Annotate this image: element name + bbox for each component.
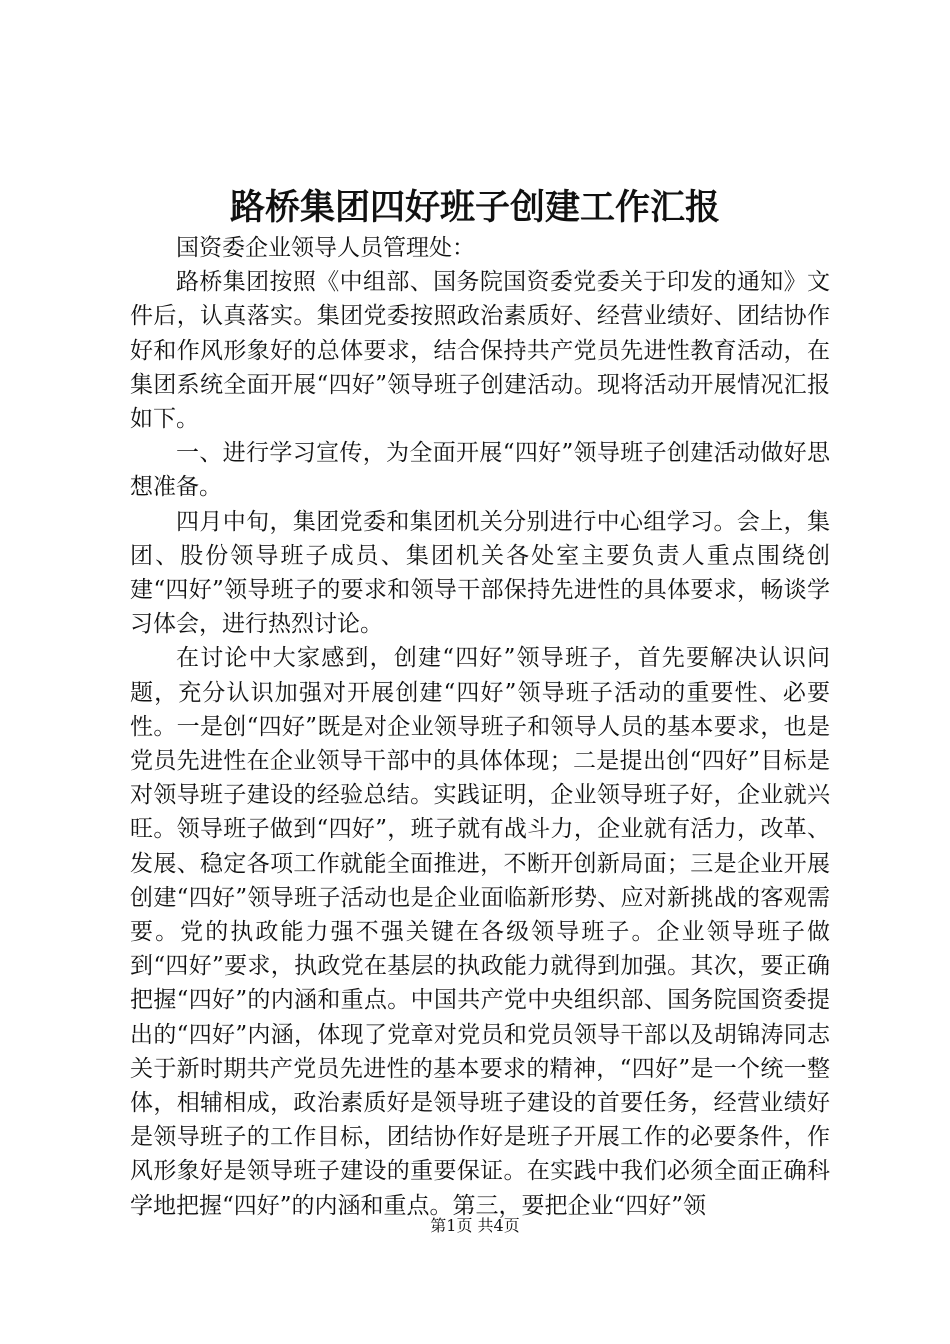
salutation-paragraph: 国资委企业领导人员管理处： <box>176 235 475 261</box>
section-heading-paragraph: 一、进行学习宣传，为全面开展“四好”领导班子创建活动做好思想准备。 <box>130 440 830 501</box>
study-paragraph: 四月中旬，集团党委和集团机关分别进行中心组学习。会上，集团、股份领导班子成员、集团机关各处室主要负责人重点围绕创建“四好”领导班子的要求和领导干部保持先进性的具体要求，畅谈学习体会，进行热烈讨论。 <box>130 508 830 638</box>
page-number-footer: 第1页 共4页 <box>430 1216 520 1235</box>
document-body <box>130 231 830 1223</box>
discussion-paragraph: 在讨论中大家感到，创建“四好”领导班子，首先要解决认识问题，充分认识加强对开展创建“四好”领导班子活动的重要性、必要性。一是创“四好”既是对企业领导班子和领导人员的基本要求，也是党员先进性在企业领导干部中的具体体现；二是提出创“四好”目标是对领导班子建设的经验总结。实践证明，企业领导班子好，企业就兴旺。领导班子做到“四好”，班子就有战斗力，企业就有活力，改革、发展、稳定各项工作就能全面推进，不断开创新局面；三是企业开展创建“四好”领导班子活动也是企业面临新形势、应对新挑战的客观需要。党的执政能力强不强关键在各级领导班子。企业领导班子做到“四好”要求，执政党在基层的执政能力就得到加强。其次，要正确把握“四好”的内涵和重点。中国共产党中央组织部、国务院国资委提出的“四好”内涵，体现了党章对党员和党员领导干部以及胡锦涛同志关于新时期共产党员先进性的基本要求的精神，“四好”是一个统一整体，相辅相成，政治素质好是领导班子建设的首要任务，经营业绩好是领导班子的工作目标，团结协作好是班子开展工作的必要条件，作风形象好是领导班子建设的重要保证。在实践中我们必须全面正确科学地把握“四好”的内涵和重点。第三，要把企业“四好”领 <box>130 645 830 1219</box>
document-title: 路桥集团四好班子创建工作汇报 <box>229 187 720 228</box>
intro-paragraph: 路桥集团按照《中组部、国务院国资委党委关于印发的通知》文件后，认真落实。集团党委按照政治素质好、经营业绩好、团结协作好和作风形象好的总体要求，结合保持共产党员先进性教育活动，在集团系统全面开展“四好”领导班子创建活动。现将活动开展情况汇报如下。 <box>130 269 830 433</box>
